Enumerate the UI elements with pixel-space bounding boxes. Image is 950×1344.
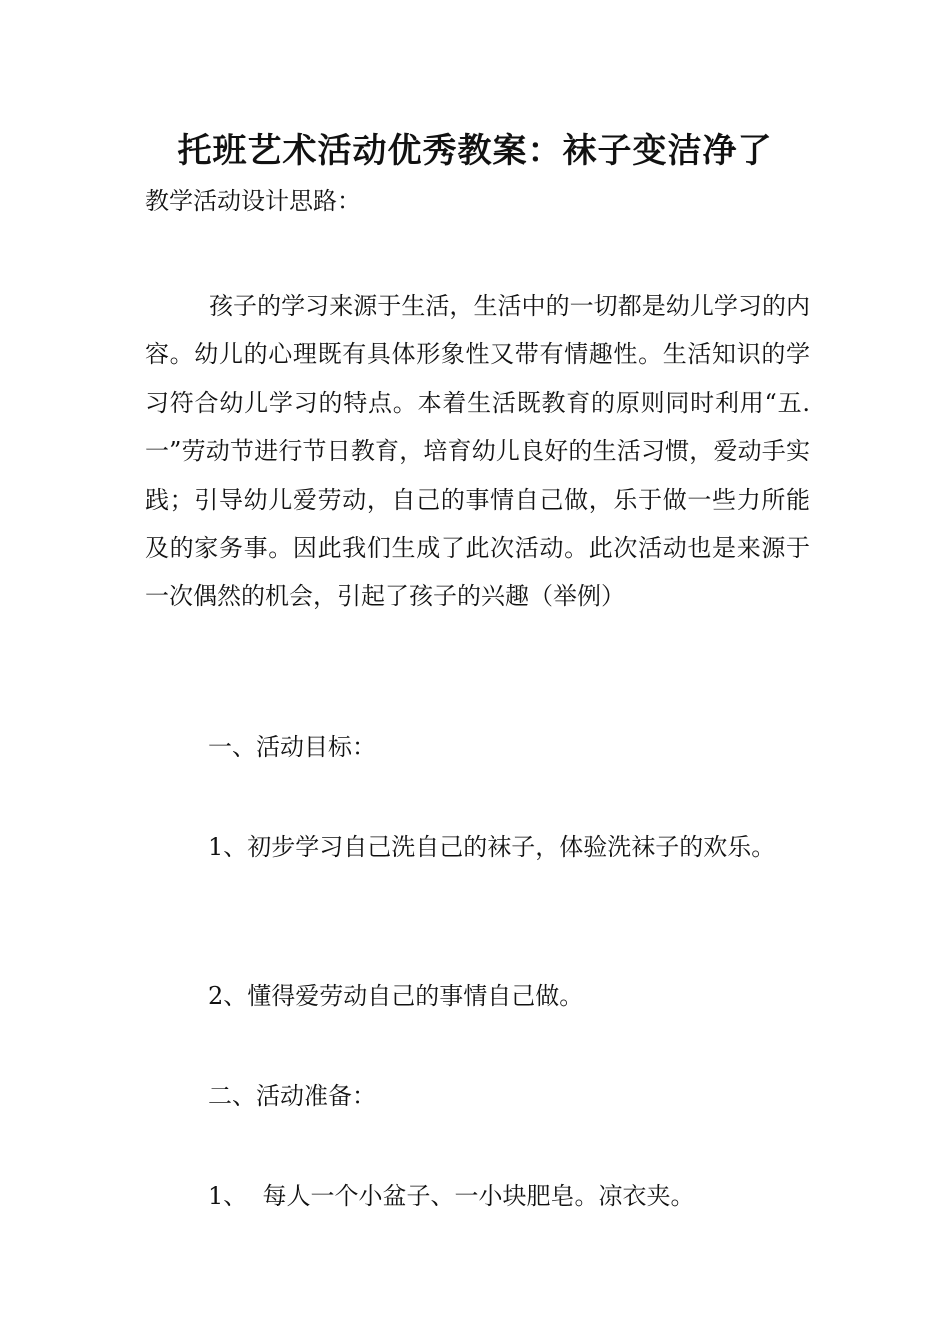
design-idea-heading: 教学活动设计思路：: [145, 187, 361, 215]
goal-item-1: 1、初步学习自己洗自己的袜子，体验洗袜子的欢乐。: [208, 833, 776, 861]
intro-paragraph: 孩子的学习来源于生活，生活中的一切都是幼儿学习的内容。幼儿的心理既有具体形象性又带有情趣性。生活知识的学习符合幼儿学习的特点。本着生活既教育的原则同时利用“五.一”劳动节进行节日教育，培育幼儿良好的生活习惯，爱动手实践；引导幼儿爱劳动，自己的事情自己做，乐于做一些力所能及的家务事。因此我们生成了此次活动。此次活动也是来源于一次偶然的机会，引起了孩子的兴趣（举例）: [145, 292, 810, 611]
preparation-item-1: 1、 每人一个小盆子、一小块肥皂。凉衣夹。: [208, 1182, 695, 1210]
document-title: 托班艺术活动优秀教案：袜子变洁净了: [177, 131, 773, 171]
section-preparation-heading: 二、活动准备：: [208, 1082, 376, 1110]
section-goals-heading: 一、活动目标：: [208, 733, 376, 761]
goal-item-2: 2、懂得爱劳动自己的事情自己做。: [208, 982, 584, 1010]
